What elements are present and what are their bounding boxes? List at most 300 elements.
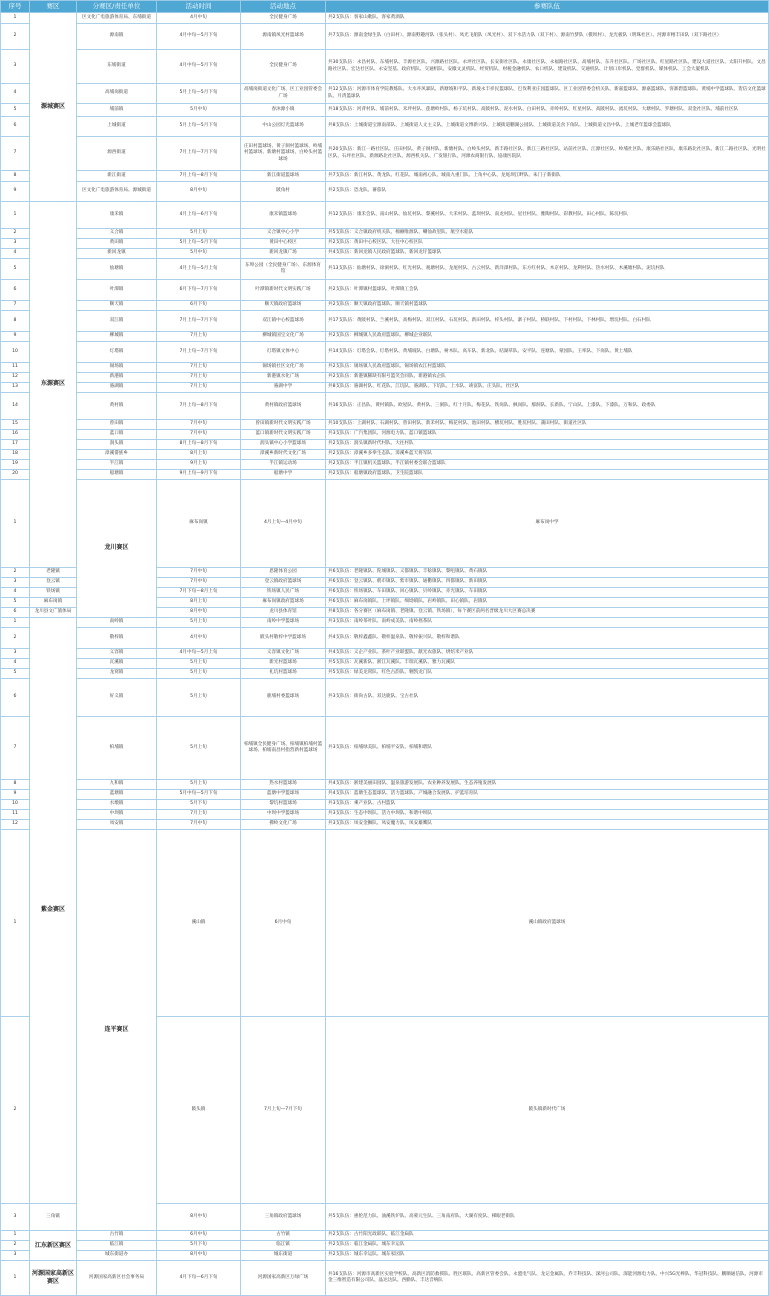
cell-time: 5月上旬: [157, 779, 241, 789]
table-row: [1, 829, 769, 1016]
cell-unit: 凤安镇: [77, 819, 157, 829]
cell-teams: 共2支队伍：叶潭镇村篮球队、叶潭镇工会队: [326, 280, 769, 301]
cell-place: 双江镇中心校篮球场: [241, 311, 326, 332]
cell-time: 5月中旬—5月下旬: [157, 789, 241, 799]
cell-teams: 共12支队伍：河源市体育学院教练队、大水井风暴队、新塘坡和平队、新坡永丰祥民篮球队、巴伐利亚庄园篮球队、区工业园管委会机关队、新嘉篮球队、源嘉篮球队、客寨碧篮球队、黄埔中学篮球队、贺信文化篮球队、月湾篮球队: [326, 84, 769, 104]
cell-zone: 源城赛区: [30, 13, 77, 202]
cell-time: 4月下旬—6月下旬: [157, 1261, 241, 1296]
header-no: 序号: [1, 1, 30, 13]
cell-no: 9: [1, 182, 30, 202]
cell-no: 7: [1, 137, 30, 171]
cell-time: 4月上旬—4月中旬: [241, 480, 326, 568]
cell-unit: 船塘镇: [77, 470, 157, 480]
cell-no: 15: [1, 420, 30, 430]
cell-place: 柏埔镇全民健身广场、柏埔镇柏埔村篮球场、柏埔南昌村指营新村篮球场: [241, 716, 326, 779]
cell-teams: 共7支队伍：新江村队、黄龙队、红花队、城南初心队、城南九重门队、上角中心队、龙尾坝江畔队、朱门子新街队: [326, 171, 769, 182]
cell-teams: 共6支队伍：铁场镇队、车田镇队、回心镇队、贝岭镇队、赤光镇队、车田镇队: [326, 587, 769, 597]
cell-unit: 瓦溪镇: [77, 658, 157, 668]
cell-place: 铁场镇人民广场: [241, 587, 326, 597]
cell-unit: 麻布岗镇: [157, 480, 241, 568]
cell-unit: 义合镇: [77, 229, 157, 239]
cell-no: 20: [1, 470, 30, 480]
cell-no: 1: [1, 617, 30, 627]
cell-time: 5月上旬: [157, 229, 241, 239]
table-row: [1, 301, 769, 311]
cell-time: 5月上旬: [157, 678, 241, 716]
cell-teams: 共5支队伍：惠伦范力队、油溪铁炉队、高蒙元生队、三角南府队、大湖有度队、梯眼老街队: [326, 1204, 769, 1231]
cell-time: 6月中旬: [157, 1231, 241, 1241]
cell-no: 11: [1, 363, 30, 373]
cell-time: 5月上旬: [157, 668, 241, 678]
cell-teams: 共18支队伍：河背村队、埔前村队、禾坪村队、莲塘岭村队、杨子坑村队、高陂村队、泥水村队、白田村队、赤岭村队、红星村队、高陂村队、流坑村队、大塘村队、罗塘村队、双金社区队、埔前社区队: [326, 104, 769, 117]
cell-unit: 漳溪畲族乡: [77, 450, 157, 460]
cell-unit: 水墩镇: [77, 799, 157, 809]
cell-unit: 老隆镇: [30, 567, 77, 577]
cell-time: 7月上旬: [157, 363, 241, 373]
cell-teams: 共3支队伍：南岭茶叶队、南岭成美队、南岭摇茶队: [326, 617, 769, 627]
table-row: [1, 779, 769, 789]
cell-no: 3: [1, 50, 30, 84]
cell-time: 4月上旬—6月下旬: [157, 202, 241, 229]
cell-teams: 共6支队伍：老隆镇队、陀城镇队、义都镇队、丰稔镇队、黎咀镇队、黄石镇队: [326, 567, 769, 577]
cell-unit: 骆湖镇: [77, 383, 157, 393]
cell-teams: 共5支队伍：瓦溪新队、浙江瓦溪队、丰瑞瓦溪队、雅力瓦溪队: [326, 658, 769, 668]
cell-place: 陂角村: [241, 182, 326, 202]
cell-no: 5: [1, 668, 30, 678]
cell-teams: 共5支队伍：义合镇政府机关队、棉额唯源队、喇仙故里队、航空水船队: [326, 229, 769, 239]
cell-time: 4月中旬—5月下旬: [157, 24, 241, 50]
cell-teams: 共20支队伍：新江一路社区队、庄田村队、黄子洞村队、新塘村队、白岭头村队、新丰路社区队、新江三路社区队、站前社区队、江源社区队、岭埔社区队、康乐路社区队、康乐路北社区队、新江二路社区队、光明社区队、石坪社区队、新源路北社区队、源西机关队、广发银行队、河源农商银行队、協康医院队: [326, 137, 769, 171]
cell-time: 7月中旬: [157, 567, 241, 577]
cell-no: 3: [1, 577, 30, 587]
cell-time: 6月中旬: [241, 829, 326, 1016]
header-time: 活动时间: [157, 1, 241, 13]
cell-unit: 上城街道: [77, 117, 157, 137]
cell-unit: 新江街道: [77, 171, 157, 182]
cell-place: 黎坑村篮球场: [241, 799, 326, 809]
cell-teams: 共2支队伍：黄田中心校区队、大往中心校区队: [326, 239, 769, 249]
cell-place: 中山公园灯光篮球场: [241, 117, 326, 137]
cell-no: 6: [1, 678, 30, 716]
cell-place: 漳溪乡新时代文化广场: [241, 450, 326, 460]
cell-unit: 麻布岗镇: [30, 597, 77, 607]
cell-teams: 共16支队伍：河源市高新区实验学校队、高新区消防救援队、胜区联队、高新区管委会队、永盟电气队、龙记金属队、乔丰科技队、深河公司队、深能河源电力队、中兴5G光棒队、华冠科技队、鹏顺通信队、河源市金三维智造有限公司队、晶达达队、西勤队、丰达音响队: [326, 1261, 769, 1296]
cell-teams: 共3支队伍：乘产业队、古村篮队: [326, 799, 769, 809]
cell-place: 佛岭文化广场: [241, 819, 326, 829]
cell-no: 5: [1, 259, 30, 280]
cell-time: 7月中旬: [157, 577, 241, 587]
cell-teams: 共14支队伍：灯塔会队、灯塔村队、黄埔坡队、白塘队、树木队、高车队、新北队、结湖草队、安平队、连塘队、蒙园队、王率队、下岗队、黄上埔队: [326, 342, 769, 363]
table-row: [1, 13, 769, 24]
cell-unit: 区文化广电旅游体育局、源城街道: [77, 182, 157, 202]
table-row: [1, 117, 769, 137]
cell-teams: 共8支队伍：各分赛区（麻布岗镇、老隆镇、登云镇、铁场镇），每个赛区前两名晋级龙川大区赛总决赛: [326, 607, 769, 617]
cell-time: 4月中旬—5月上旬: [157, 648, 241, 658]
cell-teams: 共2支队伍：锡场镇人民政府篮球队、锡场镇农江村篮球队: [326, 363, 769, 373]
cell-time: 7月上旬—7月下旬: [157, 137, 241, 171]
table-row: [1, 202, 769, 229]
cell-time: 4月上旬—5月上旬: [157, 259, 241, 280]
cell-time: 8月中旬: [157, 1251, 241, 1261]
cell-place: 龙川县体育馆: [241, 607, 326, 617]
header-row: [1, 1, 769, 13]
cell-no: 4: [1, 249, 30, 259]
cell-place: 蓝塘中学篮球场: [241, 789, 326, 799]
cell-place: 麻布岗镇政府篮球场: [241, 597, 326, 607]
cell-teams: 共17支队伍：黄陂村队、兰溪村队、高梅村队、双江村队、石坑村队、新田村队、梓头村队、寨子村队、桥联村队、下村村队、下林村队、增坑村队、白石村队: [326, 311, 769, 332]
cell-teams: 共3支队伍：广汽集团队、河源电力队、蓝口镇篮球队: [326, 430, 769, 440]
cell-place: 蓝口镇新时代文明实践广场: [241, 430, 326, 440]
cell-no: 1: [1, 1261, 30, 1296]
table-row: [1, 450, 769, 460]
cell-no: 1: [1, 480, 30, 568]
cell-time: 7月上旬—7月下旬: [241, 1016, 326, 1203]
table-row: [1, 24, 769, 50]
cell-teams: 共16支队伍：正昌队、黄村镇队、欧屋队、黄村队、三洞队、红十月队、梅花队、铁岗队、枫岗队、鄢洞队、长新队、宁山队、上漆队、下漆队、万和队、政委队: [326, 393, 769, 420]
cell-time: 6月下旬: [157, 301, 241, 311]
cell-place: 东埠公园（全民健身广场）、东源体育馆: [241, 259, 326, 280]
cell-time: 7月上旬: [157, 383, 241, 393]
cell-time: 5月下旬: [157, 1241, 241, 1251]
cell-no: 1: [1, 1231, 30, 1241]
cell-teams: 共2支队伍：船塘镇政府篮球队、卫生院篮球队: [326, 470, 769, 480]
cell-place: 源南镇凤光村篮球场: [241, 24, 326, 50]
cell-time: 8月中旬: [157, 607, 241, 617]
cell-unit: 双江镇: [77, 311, 157, 332]
cell-no: 11: [1, 809, 30, 819]
cell-place: 河源国家高新区万绿广场: [241, 1261, 326, 1296]
cell-unit: 曾田镇: [77, 420, 157, 430]
cell-no: 5: [1, 104, 30, 117]
cell-unit: 南岭镇: [77, 617, 157, 627]
cell-time: 8月上旬: [157, 597, 241, 607]
cell-unit: 古竹镇: [77, 1231, 157, 1241]
cell-place: 曾田镇新时代文明实践广场: [241, 420, 326, 430]
cell-unit: 登云镇: [30, 577, 77, 587]
cell-zone: 连平赛区: [77, 829, 157, 1230]
cell-teams: 共6支队伍：麻布岗镇队、上坪镇队、细坳镇队、岩岭镇队、田心镇队、岩镇队: [326, 597, 769, 607]
cell-time: 8月中旬: [157, 1204, 241, 1231]
cell-zone: 江东新区赛区: [30, 1231, 77, 1261]
cell-unit: 陂头镇: [157, 1016, 241, 1203]
cell-unit: 九和镇: [77, 779, 157, 789]
table-row: [1, 678, 769, 716]
cell-place: 锡场镇社区文化广场: [241, 363, 326, 373]
cell-place: 城东街道: [241, 1251, 326, 1261]
table-row: [1, 648, 769, 658]
cell-teams: 共6支队伍：登云镇队、鹤市镇队、紫市镇队、通衢镇队、四都镇队、新田镇队: [326, 577, 769, 587]
cell-time: 7月下旬—8月上旬: [157, 587, 241, 597]
table-row: [1, 182, 769, 202]
cell-teams: 共4支队伍：新回龙镇人民政府篮球队、新回龙圩篮球队: [326, 249, 769, 259]
cell-time: 5月上旬: [157, 716, 241, 779]
cell-teams: 共4支队伍：浙建美丽田园队、温泉旅游发展队、农业种养发展队、生态养殖发展队: [326, 779, 769, 789]
cell-unit: 埔前镇: [77, 104, 157, 117]
cell-no: 1: [1, 13, 30, 24]
header-place: 活动地点: [241, 1, 326, 13]
cell-no: 3: [1, 239, 30, 249]
cell-teams: 共4支队伍：义企产业队、茶叶产业联盟队、献光农旅队、烘焙米产业队: [326, 648, 769, 658]
cell-unit: 黄村镇: [77, 393, 157, 420]
cell-place: 灯塔镇文体中心: [241, 342, 326, 363]
table-row: [1, 383, 769, 393]
cell-place: 叶潭镇新时代文明实践广场: [241, 280, 326, 301]
cell-place: 黄村镇政府篮球场: [241, 393, 326, 420]
cell-time: 5月上旬—5月下旬: [157, 239, 241, 249]
cell-teams: 共2支队伍：润头镇新时代村队、大往村队: [326, 440, 769, 450]
table-row: [1, 1261, 769, 1296]
cell-place: 润头镇中心小学篮球场: [241, 440, 326, 450]
cell-time: 5月下旬: [157, 799, 241, 809]
table-row: [1, 171, 769, 182]
cell-place: 庄田村篮球场、黄子洞村篮球场、岭埔村篮球场、新塘村篮球场、白岭头村篮球场: [241, 137, 326, 171]
table-row: [1, 239, 769, 249]
table-row: [1, 480, 769, 568]
cell-place: 南岭中学篮球场: [241, 617, 326, 627]
cell-place: 新港镇水化广场: [241, 373, 326, 383]
table-row: [1, 342, 769, 363]
cell-teams: 共2支队伍：城东幸运队、城东家园队: [326, 1251, 769, 1261]
cell-time: 7月上旬—7月下旬: [157, 342, 241, 363]
cell-time: 7月中旬: [157, 430, 241, 440]
table-row: [1, 311, 769, 332]
cell-no: 19: [1, 460, 30, 470]
cell-teams: 共2支队伍：柳城镇人民政府篮球队、柳城企业联队: [326, 332, 769, 342]
cell-time: 5月中旬: [157, 249, 241, 259]
cell-teams: 共7支队伍：源南金绿生队（白田村）、源南野趣河队（张头村）、凤光飞船队（凤光村）、双下水活力队（双下村）、源南竹梦队（模坝村）、龙光板队（明珠社区）、河源市榕丰田队（双下路社区）: [326, 24, 769, 50]
cell-place: 义容镇文化广场: [241, 648, 326, 658]
cell-unit: 高埔岗街道: [77, 84, 157, 104]
cell-no: 10: [1, 799, 30, 809]
cell-no: 12: [1, 373, 30, 383]
cell-place: 鹿埔村委篮球场: [241, 678, 326, 716]
cell-time: 4月中旬: [157, 13, 241, 24]
cell-time: 7月中旬: [157, 819, 241, 829]
table-row: [1, 627, 769, 648]
cell-place: 临江镇: [241, 1241, 326, 1251]
cell-no: 5: [1, 597, 30, 607]
cell-teams: 共4支队伍：敬梓鑫鑫队、敬梓温泉队、敬梓振兴队、敬梓和谐队: [326, 627, 769, 648]
table-row: [1, 137, 769, 171]
cell-zone: 河源国家高新区赛区: [30, 1261, 77, 1296]
cell-teams: 共2支队伍：临江金扁队、城东幸运队: [326, 1241, 769, 1251]
cell-teams: 共2支队伍：新港镇稀缺有限号篮笑会同队、新港镇农企队: [326, 373, 769, 383]
cell-place: 船塘中学: [241, 470, 326, 480]
table-row: [1, 393, 769, 420]
cell-unit: 三角镇: [30, 1204, 77, 1231]
cell-no: 3: [1, 1204, 30, 1231]
table-row: [1, 50, 769, 84]
cell-place: 登云镇政府篮球场: [241, 577, 326, 587]
cell-place: 黄田中心校区: [241, 239, 326, 249]
cell-zone: 东源赛区: [30, 202, 77, 568]
cell-no: 2: [1, 627, 30, 648]
cell-no: 6: [1, 607, 30, 617]
cell-place: 义合镇中心小学: [241, 229, 326, 239]
header-zone: 赛区: [30, 1, 77, 13]
table-row: [1, 249, 769, 259]
cell-time: 5月上旬—5月下旬: [157, 117, 241, 137]
cell-no: 1: [1, 829, 30, 1016]
cell-teams: 共2支队伍：客家山歌队、客家黄酒队: [326, 13, 769, 24]
cell-zone: 紫金赛区: [30, 617, 77, 1203]
cell-teams: 共2支队伍：恐龙队、蕃茄队: [326, 182, 769, 202]
cell-unit: 中坝镇: [77, 809, 157, 819]
cell-unit: 蓝口镇: [77, 430, 157, 440]
cell-no: 6: [1, 117, 30, 137]
cell-no: 4: [1, 84, 30, 104]
cell-place: 全民健身广场: [241, 13, 326, 24]
cell-place: 陂头镇新时代广场: [326, 1016, 769, 1203]
table-row: [1, 819, 769, 829]
cell-unit: 新港镇: [77, 373, 157, 383]
cell-no: 16: [1, 430, 30, 440]
table-body: [1, 13, 769, 1296]
table-row: [1, 363, 769, 373]
cell-unit: 柳城镇: [77, 332, 157, 342]
cell-no: 6: [1, 280, 30, 301]
cell-place: 康禾镇篮球场: [241, 202, 326, 229]
cell-time: 5月中旬: [157, 104, 241, 117]
cell-teams: 共3支队伍：生态中坝队、活力中坝队、和谐中坝队: [326, 809, 769, 819]
cell-no: 4: [1, 658, 30, 668]
cell-no: 1: [1, 202, 30, 229]
cell-unit: 源西街道: [77, 137, 157, 171]
cell-place: 骆湖中学: [241, 383, 326, 393]
cell-place: 新光村篮球场: [241, 658, 326, 668]
table-row: [1, 280, 769, 301]
table-row: [1, 789, 769, 799]
cell-time: 8月中旬: [157, 182, 241, 202]
cell-unit: 东埔街道: [77, 50, 157, 84]
cell-time: 9月上旬—9月下旬: [157, 470, 241, 480]
cell-unit: 临江镇: [77, 1241, 157, 1251]
cell-teams: 共2支队伍：漳溪乡多拳生态队、漳溪乡蓝天将军队: [326, 450, 769, 460]
cell-time: 5月上旬: [157, 658, 241, 668]
table-row: [1, 1241, 769, 1251]
table-row: [1, 259, 769, 280]
cell-teams: 共2支队伍：顺天镇政府篮球队、顺天镇村篮球队: [326, 301, 769, 311]
cell-place: 古竹镇: [241, 1231, 326, 1241]
cell-teams: 共12支队伍：康禾会队、南山村队、仙坑村队、黎溪村队、大禾村队、蓝坝村队、南龙村队、星社村队、雅陶村队、彩教村队、田心村队、陈坑村队: [326, 202, 769, 229]
cell-teams: 共3支队伍：柏埔绿美队、柏埔平安队、柏埔和谐队: [326, 716, 769, 779]
cell-no: 3: [1, 1251, 30, 1261]
cell-no: 3: [1, 648, 30, 658]
table-row: [1, 332, 769, 342]
cell-unit: 柏埔镇: [77, 716, 157, 779]
cell-unit: 义容镇: [77, 648, 157, 658]
cell-place: 热水村篮球场: [241, 779, 326, 789]
cell-no: 9: [1, 332, 30, 342]
table-row: [1, 658, 769, 668]
cell-unit: 铁场镇: [30, 587, 77, 597]
cell-no: 7: [1, 716, 30, 779]
cell-place: 柳城镇国宝文化广场: [241, 332, 326, 342]
cell-no: 10: [1, 342, 30, 363]
cell-place: 全民健身广场: [241, 50, 326, 84]
cell-no: 8: [1, 779, 30, 789]
cell-time: 8月上旬: [157, 450, 241, 460]
cell-teams: 共3支队伍：凤安金狮队、凤安魔力队、凤安雄鹰队: [326, 819, 769, 829]
cell-no: 2: [1, 229, 30, 239]
cell-no: 2: [1, 24, 30, 50]
header-unit: 分赛区/责任单位: [77, 1, 157, 13]
cell-unit: 溪山镇: [157, 829, 241, 1016]
cell-teams: 共8支队伍：骆湖村队、红花队、江坑队、骆湖队、下坑队、上水队、竣富队、庄头队、社区队: [326, 383, 769, 393]
cell-unit: 锡场镇: [77, 363, 157, 373]
cell-teams: 共30支队伍：永昌村队、东埔村队、丰源社区队、兴源路社区队、永坪社区队、长安街社区队、永康社区队、永福路社区队、高埔村队、东升社区队、广场社区队、红星路社区队、建设大道社区队、太阳升村队、文昌路社区队、宏达社区队、永安坚基、政府机队、交通机队、安徽文灵机队、经贸机队、财税金融机队、农口机队、建设机队、交通机队、计划口岸机队、党群机队、媒体机队、工会大厦机队: [326, 50, 769, 84]
cell-time: 8月上旬—8月下旬: [157, 440, 241, 450]
cell-place: 春沐源小镇: [241, 104, 326, 117]
cell-place: 中坝中学篮球场: [241, 809, 326, 819]
cell-unit: 润头镇: [77, 440, 157, 450]
cell-unit: 蓝塘镇: [77, 789, 157, 799]
cell-teams: 共2支队伍：半江镇机关篮球队、半江镇村委会联合篮球队: [326, 460, 769, 470]
cell-teams: 共4支队伍：蓝塘生态篮球队、活力篮球队、产城融合发展队、护蓝培育队: [326, 789, 769, 799]
cell-time: 6月下旬—7月下旬: [157, 280, 241, 301]
cell-place: 麻布岗中学: [326, 480, 769, 568]
cell-time: 7月上旬: [157, 373, 241, 383]
cell-place: 礼坑村篮球场: [241, 668, 326, 678]
cell-unit: 黄田镇: [77, 239, 157, 249]
cell-unit: 龙窝镇: [77, 668, 157, 678]
cell-time: 9月上旬: [157, 460, 241, 470]
cell-time: 7月上旬—7月下旬: [157, 311, 241, 332]
cell-no: 9: [1, 789, 30, 799]
cell-no: 2: [1, 1241, 30, 1251]
cell-time: 7月中旬: [157, 420, 241, 430]
cell-place: 三角镇政府篮球场: [241, 1204, 326, 1231]
table-row: [1, 617, 769, 627]
cell-time: 7月上旬—8月下旬: [157, 393, 241, 420]
cell-unit: 源南镇: [77, 24, 157, 50]
cell-unit: 好义镇: [77, 678, 157, 716]
cell-place: 新江街道篮球场: [241, 171, 326, 182]
cell-no: 2: [1, 567, 30, 577]
cell-teams: 共13支队伍：仙塘村队、徐洞村队、红光村队、观塘村队、龙尾村队、古云村队、新洋澤村队、东方红村队、木京村队、龙利村队、热水村队、木溪塘村队、泥坑村队: [326, 259, 769, 280]
cell-time: 4月中旬: [157, 627, 241, 648]
cell-time: 7月上旬: [157, 809, 241, 819]
cell-place: 新回龙镇广场: [241, 249, 326, 259]
cell-unit: 新回龙镇: [77, 249, 157, 259]
cell-teams: 共5支队伍：绿美龙窝队、红色古韵队、翱凯龙门队: [326, 668, 769, 678]
cell-teams: 共2支队伍：古竹阳光政联队、临江金扁队: [326, 1231, 769, 1241]
cell-time: 5月上旬: [157, 617, 241, 627]
cell-no: 8: [1, 311, 30, 332]
cell-unit: 顺天镇: [77, 301, 157, 311]
table-row: [1, 104, 769, 117]
table-row: [1, 373, 769, 383]
header-teams: 参赛队伍: [326, 1, 769, 13]
cell-place: 陂头村敬梓中学篮球场: [241, 627, 326, 648]
cell-no: 2: [1, 1016, 30, 1203]
cell-unit: 半江镇: [77, 460, 157, 470]
table-row: [1, 1231, 769, 1241]
cell-place: 恩隆体育公园: [241, 567, 326, 577]
cell-no: 18: [1, 450, 30, 460]
cell-no: 4: [1, 587, 30, 597]
cell-no: 17: [1, 440, 30, 450]
cell-unit: 仙塘镇: [77, 259, 157, 280]
cell-place: 顺天镇政府篮球场: [241, 301, 326, 311]
cell-time: 7月上旬—8月下旬: [157, 171, 241, 182]
table-row: [1, 668, 769, 678]
table-row: [1, 1251, 769, 1261]
table-row: [1, 716, 769, 779]
table-row: [1, 460, 769, 470]
cell-unit: 龙川县文广旅体局: [30, 607, 77, 617]
cell-place: 高埔岗街道文化广场、区工业园管委会广场: [241, 84, 326, 104]
